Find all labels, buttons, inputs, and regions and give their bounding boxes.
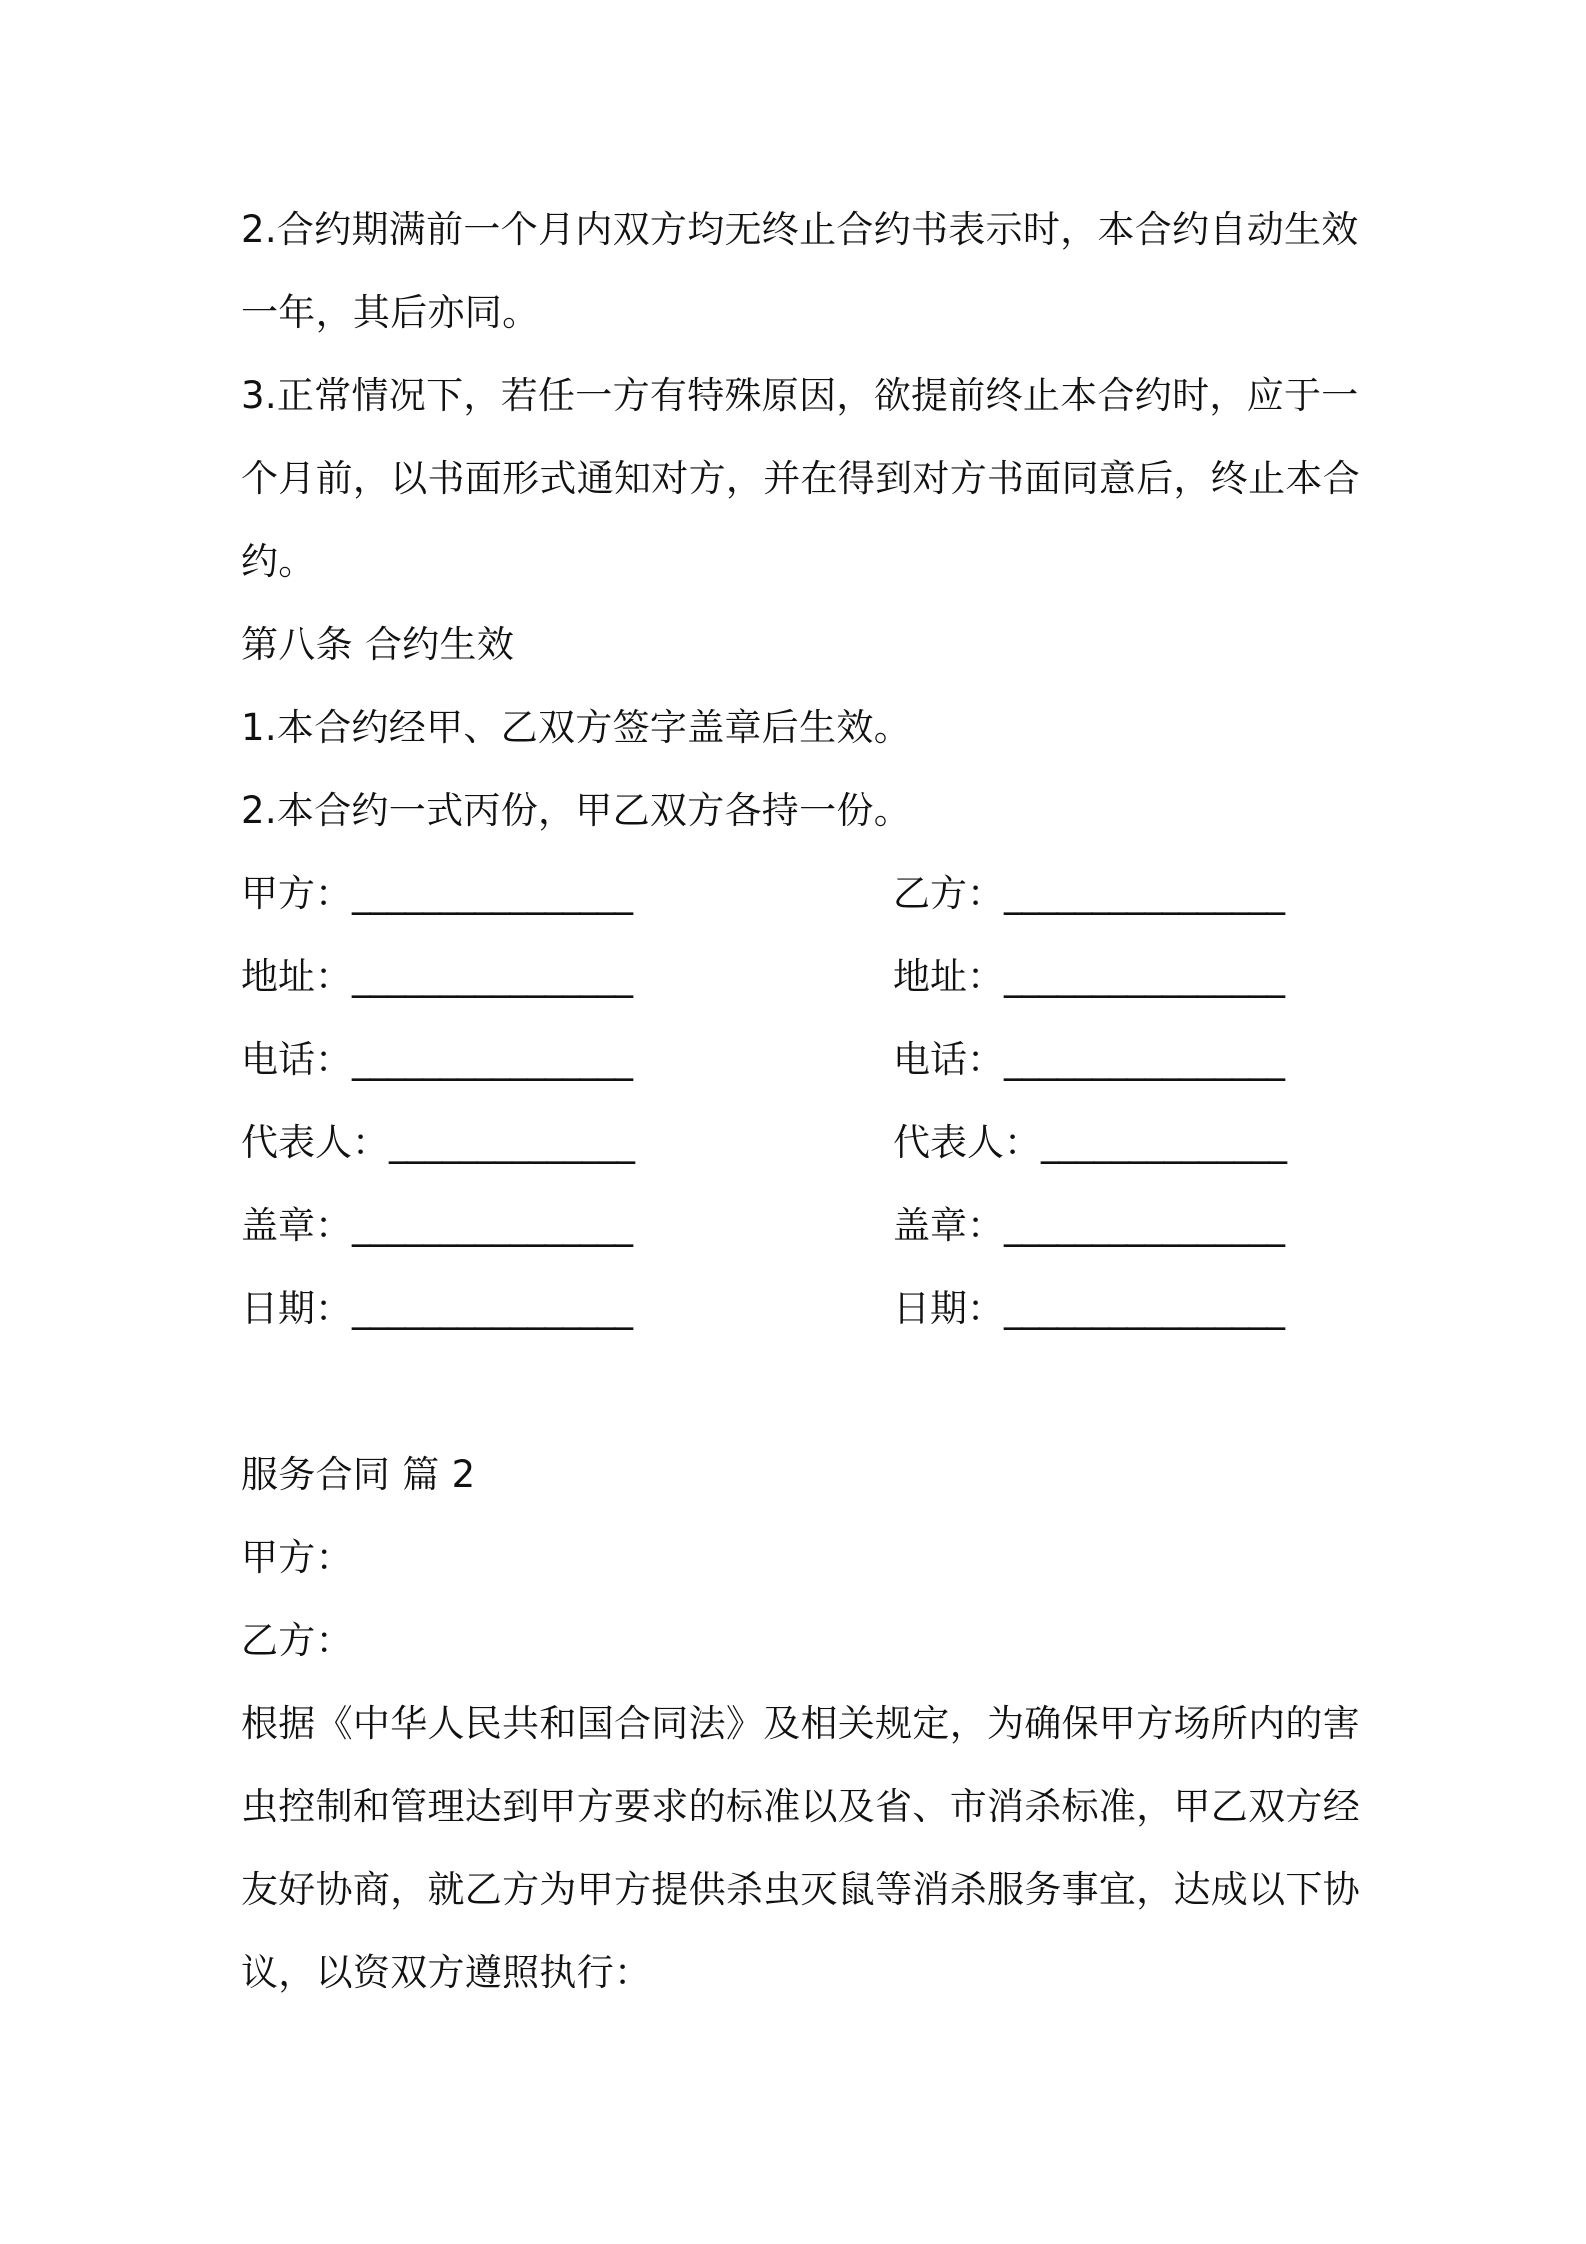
sig-label: 甲方： [241,872,352,915]
sig-blank: ________________ [352,1204,632,1247]
sig-label: 盖章： [893,1204,1004,1247]
sig-blank: ______________ [1041,1121,1286,1164]
sig-label: 日期： [241,1287,352,1330]
sig-blank: ______________ [389,1121,634,1164]
sig-phone-b [893,1037,1284,1083]
clause-8-1: 1.本合约经甲、乙双方签字盖章后生效。 [241,706,912,749]
clause-7-3-line-1: 3.正常情况下，若任一方有特殊原因，欲提前终止本合约时，应于一 [241,374,1359,417]
clause-8-2: 2.本合约一式丙份，甲乙双方各持一份。 [241,789,912,832]
sig-blank: ________________ [1004,955,1284,998]
contract-2-party-b: 乙方： [241,1619,353,1662]
sig-date-a [241,1286,632,1332]
clause-7-3-line-2: 个月前，以书面形式通知对方，并在得到对方书面同意后，终止本合 [241,457,1360,500]
sig-label: 日期： [893,1287,1004,1330]
sig-label: 盖章： [241,1204,352,1247]
sig-blank: ________________ [1004,1038,1284,1081]
sig-blank: ________________ [1004,1287,1284,1330]
contract-2-intro-line-3: 友好协商，就乙方为甲方提供杀虫灭鼠等消杀服务事宜，达成以下协 [241,1868,1360,1911]
sig-seal-b [893,1203,1284,1249]
sig-blank: ________________ [352,1287,632,1330]
sig-label: 电话： [893,1038,1004,1081]
sig-representative-b [893,1120,1286,1166]
sig-address-a [241,954,632,1000]
sig-party-a [241,871,632,917]
sig-phone-a [241,1037,632,1083]
contract-2-intro-line-1: 根据《中华人民共和国合同法》及相关规定，为确保甲方场所内的害 [241,1702,1360,1745]
sig-label: 乙方： [893,872,1004,915]
sig-label: 地址： [241,955,352,998]
sig-blank: ________________ [1004,872,1284,915]
clause-7-2-line-2: 一年，其后亦同。 [241,291,540,334]
contract-2-title: 服务合同 篇 2 [241,1453,476,1496]
sig-blank: ________________ [352,1038,632,1081]
sig-seal-a [241,1203,632,1249]
article-8-title: 第八条 合约生效 [241,623,515,666]
sig-blank: ________________ [1004,1204,1284,1247]
contract-2-intro-line-2: 虫控制和管理达到甲方要求的标准以及省、市消杀标准，甲乙双方经 [241,1785,1360,1828]
sig-label: 地址： [893,955,1004,998]
sig-label: 代表人： [241,1121,389,1164]
sig-label: 代表人： [893,1121,1041,1164]
sig-address-b [893,954,1284,1000]
contract-2-intro-line-4: 议，以资双方遵照执行： [241,1951,652,1994]
sig-label: 电话： [241,1038,352,1081]
sig-party-b [893,871,1284,917]
clause-7-3-line-3: 约。 [241,540,316,583]
sig-date-b [893,1286,1284,1332]
sig-blank: ________________ [352,955,632,998]
contract-2-party-a: 甲方： [241,1536,353,1579]
clause-7-2-line-1: 2.合约期满前一个月内双方均无终止合约书表示时，本合约自动生效 [241,208,1359,251]
sig-representative-a [241,1120,634,1166]
sig-blank: ________________ [352,872,632,915]
